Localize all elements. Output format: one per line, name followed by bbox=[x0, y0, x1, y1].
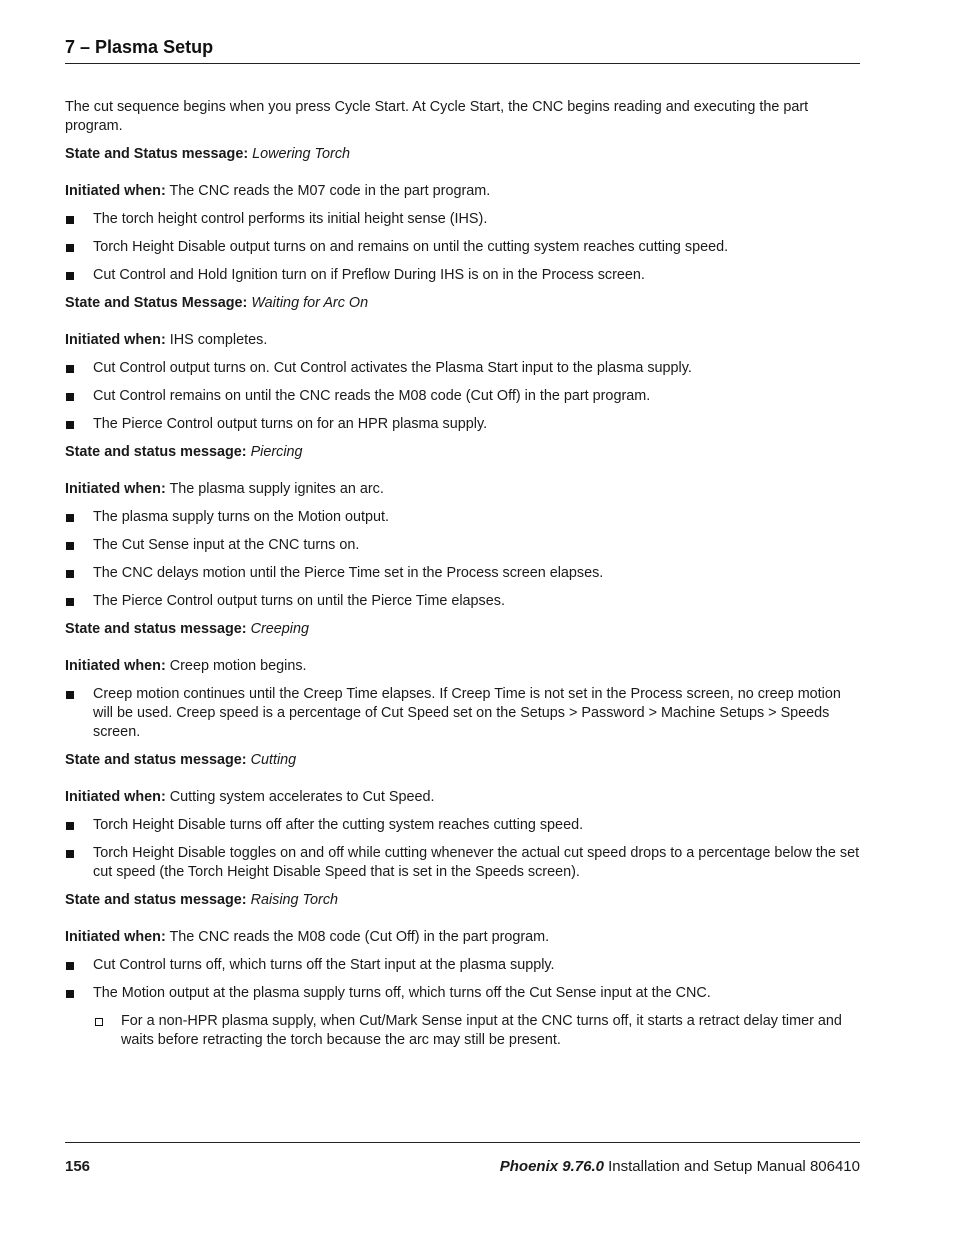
state-name: Lowering Torch bbox=[252, 146, 351, 162]
intro-paragraph: The cut sequence begins when you press Cycle Start. At Cycle Start, the CNC begins reading and executing the part program. bbox=[65, 99, 809, 134]
state-heading bbox=[65, 443, 860, 462]
hollow-square-bullet-icon bbox=[95, 1018, 103, 1026]
list-item: The Pierce Control output turns on until the Pierce Time elapses. bbox=[65, 592, 860, 611]
page-header bbox=[65, 36, 860, 64]
initiated-line bbox=[65, 182, 860, 201]
state-name: Raising Torch bbox=[250, 892, 339, 908]
initiated-text: IHS completes. bbox=[169, 332, 268, 348]
square-bullet-icon bbox=[66, 691, 74, 699]
initiated-label: Initiated when: bbox=[65, 789, 166, 805]
bullet-list bbox=[65, 956, 860, 1003]
document-number: 806410 bbox=[809, 1158, 860, 1175]
square-bullet-icon bbox=[66, 421, 74, 429]
state-name: Waiting for Arc On bbox=[251, 295, 369, 311]
square-bullet-icon bbox=[66, 393, 74, 401]
list-item: The Motion output at the plasma supply turns off, which turns off the Cut Sense input at the CNC. bbox=[65, 984, 860, 1003]
section-piercing bbox=[65, 443, 860, 611]
square-bullet-icon bbox=[66, 244, 74, 252]
bullet-list bbox=[65, 359, 860, 434]
state-name: Piercing bbox=[250, 444, 303, 460]
square-bullet-icon bbox=[66, 822, 74, 830]
list-item: The CNC delays motion until the Pierce Time set in the Process screen elapses. bbox=[65, 564, 860, 583]
state-heading bbox=[65, 145, 860, 164]
initiated-label: Initiated when: bbox=[65, 183, 166, 199]
square-bullet-icon bbox=[66, 570, 74, 578]
initiated-line bbox=[65, 657, 860, 676]
state-label: State and status message: bbox=[65, 621, 247, 637]
state-heading bbox=[65, 751, 860, 770]
bullet-list bbox=[65, 685, 860, 742]
list-item: Cut Control and Hold Ignition turn on if Preflow During IHS is on in the Process screen. bbox=[65, 266, 860, 285]
state-heading bbox=[65, 891, 860, 910]
initiated-label: Initiated when: bbox=[65, 481, 166, 497]
manual-reference bbox=[500, 1158, 860, 1175]
list-item: The Cut Sense input at the CNC turns on. bbox=[65, 536, 860, 555]
initiated-text: Cutting system accelerates to Cut Speed. bbox=[169, 789, 435, 805]
bullet-list bbox=[65, 210, 860, 285]
initiated-text: The CNC reads the M08 code (Cut Off) in the part program. bbox=[169, 929, 550, 945]
initiated-label: Initiated when: bbox=[65, 658, 166, 674]
initiated-text: Creep motion begins. bbox=[169, 658, 307, 674]
state-label: State and status message: bbox=[65, 892, 247, 908]
initiated-text: The plasma supply ignites an arc. bbox=[169, 481, 384, 497]
initiated-line bbox=[65, 788, 860, 807]
manual-title: Installation and Setup Manual bbox=[608, 1158, 806, 1175]
list-item: Torch Height Disable toggles on and off while cutting whenever the actual cut speed drops to a percentage below the set cut speed (the Torch Height Disable Speed that is set in the Speeds screen). bbox=[65, 844, 860, 882]
list-item: Cut Control remains on until the CNC reads the M08 code (Cut Off) in the part program. bbox=[65, 387, 860, 406]
state-label: State and Status message: bbox=[65, 146, 249, 162]
state-label: State and status message: bbox=[65, 444, 247, 460]
square-bullet-icon bbox=[66, 962, 74, 970]
square-bullet-icon bbox=[66, 598, 74, 606]
list-item: Cut Control output turns on. Cut Control activates the Plasma Start input to the plasma supply. bbox=[65, 359, 860, 378]
product-name: Phoenix 9.76.0 bbox=[499, 1158, 604, 1175]
initiated-line bbox=[65, 331, 860, 350]
state-heading bbox=[65, 294, 860, 313]
square-bullet-icon bbox=[66, 542, 74, 550]
bullet-list bbox=[65, 508, 860, 611]
state-label: State and status message: bbox=[65, 752, 247, 768]
list-item: The plasma supply turns on the Motion output. bbox=[65, 508, 860, 527]
initiated-label: Initiated when: bbox=[65, 929, 166, 945]
initiated-line bbox=[65, 928, 860, 947]
page-number: 156 bbox=[65, 1158, 91, 1175]
document-body bbox=[65, 98, 860, 1050]
initiated-line bbox=[65, 480, 860, 499]
section-waiting-for-arc-on bbox=[65, 294, 860, 434]
initiated-text: The CNC reads the M07 code in the part program. bbox=[169, 183, 491, 199]
list-item: Cut Control turns off, which turns off the Start input at the plasma supply. bbox=[65, 956, 860, 975]
square-bullet-icon bbox=[66, 272, 74, 280]
list-item: The torch height control performs its initial height sense (IHS). bbox=[65, 210, 860, 229]
square-bullet-icon bbox=[66, 514, 74, 522]
initiated-label: Initiated when: bbox=[65, 332, 166, 348]
bullet-list bbox=[65, 816, 860, 882]
sub-bullet-list bbox=[65, 1012, 860, 1050]
list-item: Torch Height Disable output turns on and remains on until the cutting system reaches cutting speed. bbox=[65, 238, 860, 257]
state-name: Creeping bbox=[250, 621, 309, 637]
section-raising-torch bbox=[65, 891, 860, 1050]
state-heading bbox=[65, 620, 860, 639]
list-item: Creep motion continues until the Creep Time elapses. If Creep Time is not set in the Process screen, no creep motion will be used. Creep speed is a percentage of Cut Speed set on the Setups > Password > Machine Setups > Speeds screen. bbox=[65, 685, 860, 742]
state-name: Cutting bbox=[250, 752, 297, 768]
square-bullet-icon bbox=[66, 365, 74, 373]
page-footer bbox=[65, 1142, 860, 1173]
list-item: The Pierce Control output turns on for an HPR plasma supply. bbox=[65, 415, 860, 434]
section-lowering-torch bbox=[65, 145, 860, 285]
chapter-title: 7 – Plasma Setup bbox=[65, 37, 214, 57]
section-cutting bbox=[65, 751, 860, 882]
square-bullet-icon bbox=[66, 216, 74, 224]
sub-list-item: For a non-HPR plasma supply, when Cut/Mark Sense input at the CNC turns off, it starts a retract delay timer and waits before retracting the torch because the arc may still be present. bbox=[65, 1012, 860, 1050]
square-bullet-icon bbox=[66, 990, 74, 998]
state-label: State and Status Message: bbox=[65, 295, 248, 311]
list-item: Torch Height Disable turns off after the cutting system reaches cutting speed. bbox=[65, 816, 860, 835]
section-creeping bbox=[65, 620, 860, 742]
square-bullet-icon bbox=[66, 850, 74, 858]
